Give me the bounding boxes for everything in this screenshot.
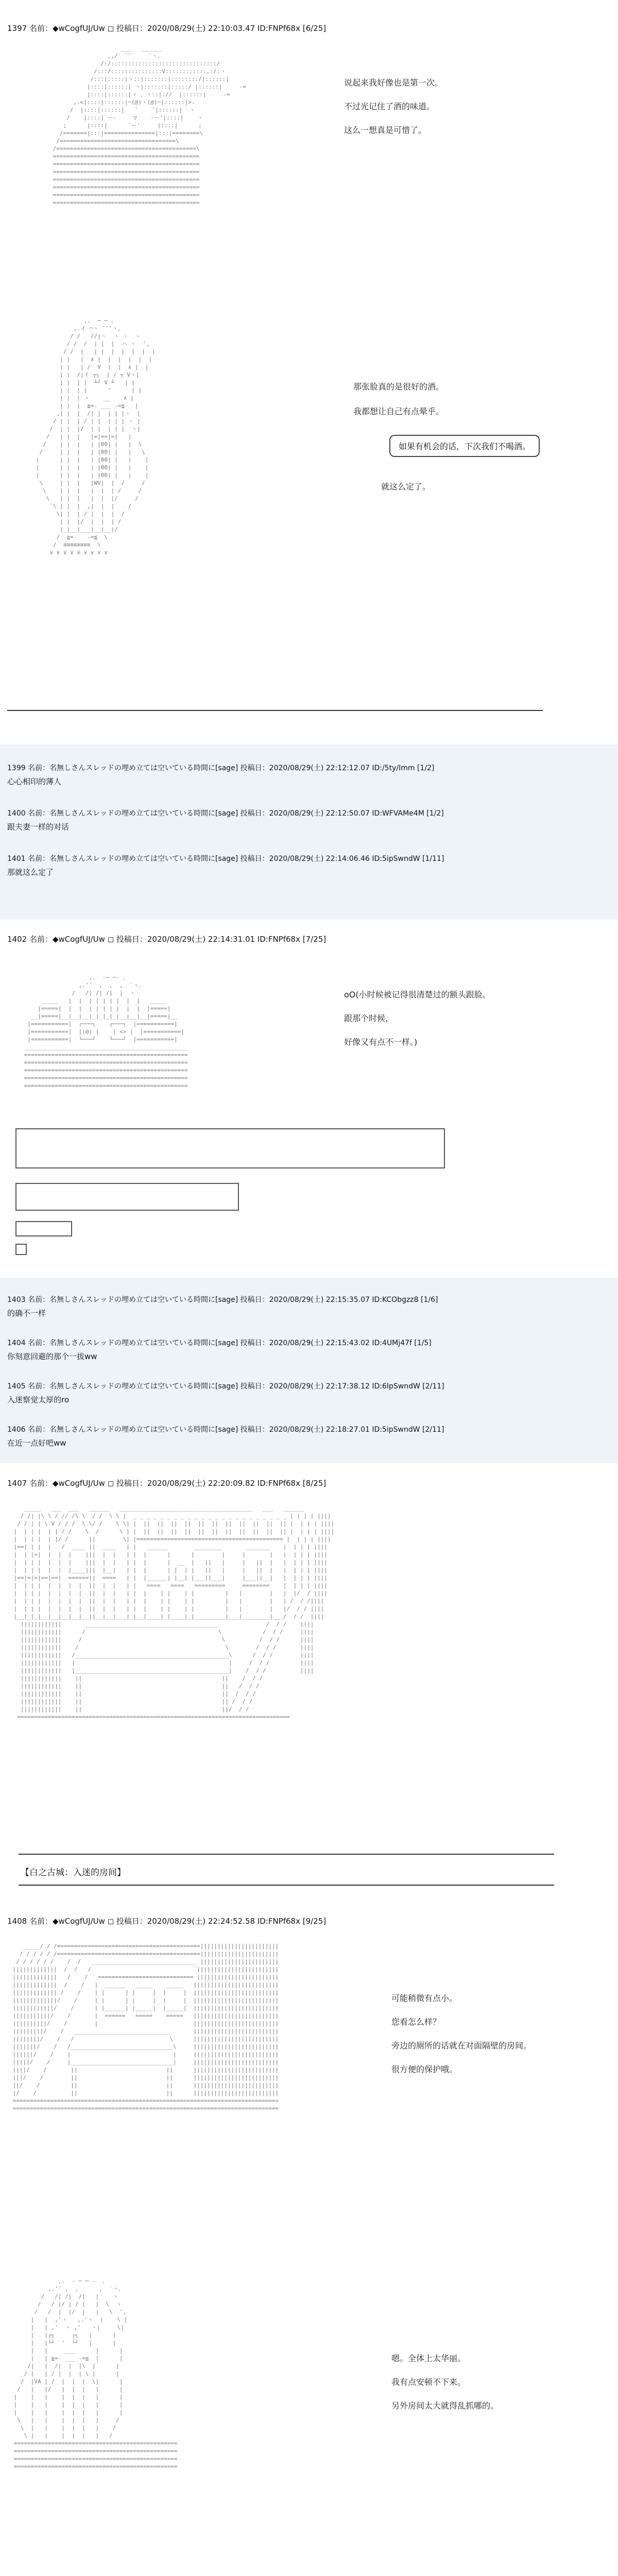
ascii-art-room-scene: _____ ___ ___ ______ _______________________________________ ___ ______ / /| |\ \ / // /\ \ / / \ \ | _ _ _ _ _ _ _ _ _ _ _ _ _ _ _ _ _ _ _ _ _ _ _ | | | | |||| / / | | \ V / / / \ \/ / \ \| | || || || || || || || || || || || | | | | |||| | | | | | | / / \ / \ | | || || || || || || || || || || || | | | | |||| | | | | | |/ / || \| |=========================================== | | | | |||| |==| | | | / ____ || ____ | | ______ ________ _______ | | | | |||| | | |=| | | | ||| | | | | | | | | | | | | | | |||| | | | | | | | ||| | | | | | | __ | || | | || | | | | | |||| | | | | | | |____||| |__| | | | | | | | || | | || | | | | | |||| |==|=|=|==|==| ======|| ==== | | |______| |__| |___||___| |___||__| | | | | |||| | | | | | | | | || | | | | ==== ==== ========= ======== | | | | |||| | | | | | | | | || | | | | | | | | | | | | | |/ / |||| | | | | | | | | || | | | | | | | | | | | | | / / /|||| | | | | | | | | || | | | | | | | | | | | | |/ / / |||| |__|_|_|__|__|__|__|__||__|__|___|_|__|____|_|____|_|_________|___|________|___/ / / |||| |||||||||||| _______________________________________ / / / |||| |||||||||||| / \ / / / |||| |||||||||||| / \ / / / |||| |||||||||||| / \ / / / |||| |||||||||||| /_____________________________________________\ / / / |||| |||||||||||| | | / / / |||| |||||||||||| |_____________________________________________| / / / |||| |||||||||||| || || / / / |||||||||||| || || / / / |||||||||||| || || / / / |||||||||||| || || / / / |||||||||||| || ||/ / / ================================================================================ [13, 1505, 335, 1720]
reply-body: 那就这么定了 [7, 868, 54, 877]
reply-header: 1405 名前：名無しさんスレッドの埋め立ては空いている時間に[sage] 投稿日：2020/08/29(土) 22:17:38.12 ID:6IpSwndW [2/11] [7, 1382, 444, 1391]
speech-bubble: 如果有机会的话，下次我们不喝酒。 [389, 435, 540, 457]
divider [7, 710, 543, 711]
dialogue-line: 嗯。全体上太华丽。 [391, 2353, 466, 2363]
dialogue-line: oO(小时候被记得很清楚过的额头跟脸。 [344, 990, 491, 999]
dialogue-line: 说起来我好像也是第一次。 [344, 78, 443, 88]
ascii-art-character-1: ___ ______ ,,/´ ̄ ̄ `ヽ、 /:/:::::::::::::::::::::::::::::::/ /:::/:::::::::::::::V::::::::::::,:/:ヽ /:::|:::::|ヽ::|:::::::|::::::::/|::::::| |::::|::::::| ヽ|:::::::|:::::/ |::::::| ‐= |::::|::::::|ヾ 、ヽ::|:// |::::::| ‐= ,.<|::::|::::::|⌒(@)ヽ(@)⌒|::::::|>. / |::::|::::::| ̄ ̄ |::::::| ヽ / |::::|`ー- ▽ -ー'|::::| ヽ ; |::::| `ー' |::::| ; /=======|:::|===============|:::|========\ /==================================\ /=========================================\ =========================================== =========================================== =========================================== =========================================== =========================================== =========================================== =========================================== [53, 45, 246, 206]
divider [19, 1885, 554, 1886]
reply-band [0, 1278, 618, 1463]
dialogue-line: 可能稍微有点小。 [391, 1993, 458, 2003]
scene-caption: 【白之古城：入迷的房间】 [21, 1868, 126, 1878]
dialogue-line: 那张脸真的是很好的酒。 [353, 382, 444, 392]
dialogue-line: 很方便的保护哦。 [391, 2064, 458, 2074]
reply-body: 心心相印的薄人 [7, 777, 62, 786]
dialogue-line: 您看怎么样？ [391, 2017, 441, 2027]
reply-body: 你刻意回避的那个一拔ww [7, 1352, 97, 1361]
dialogue-line: 另外房间太大就得乱抓哪的。 [391, 2401, 499, 2411]
dialogue-line: 我都想让自己有点晕乎。 [353, 406, 444, 416]
reply-header: 1400 名前：名無しさんスレッドの埋め立ては空いている時間に[sage] 投稿日：2020/08/29(土) 22:12:50.07 ID:WFVAMe4M [1/2] [7, 809, 444, 818]
dialogue-line: 跟那个时候， [344, 1013, 394, 1023]
blank-panel [15, 1128, 445, 1168]
reply-header: 1403 名前：名無しさんスレッドの埋め立ては空いている時間に[sage] 投稿日：2020/08/29(土) 22:15:35.07 ID:KCObgzz8 [1/6] [7, 1296, 438, 1304]
reply-header: 1406 名前：名無しさんスレッドの埋め立ては空いている時間に[sage] 投稿日：2020/08/29(土) 22:18:27.01 ID:5ipSwndW [2/11] [7, 1426, 444, 1434]
reply-header: 1399 名前：名無しさんスレッドの埋め立ては空いている時間に[sage] 投稿日：2020/08/29(土) 22:12:12.07 ID:/5ty/Imm [1/2] [7, 764, 435, 772]
ascii-art-room-panel: _____/ / /==========================================||||||||||||||||||||||| / / / / / /==========================================||||||||||||||||||||||| / / / / / / / / _______________________________ ||||||||||||||||||||||| ||||||||||||| / / / |||||||||||||||||||||||| ||||||||||||| / / ============================ |||||||||||||||||||||||| ||||||||||||| / / | ______ _____ _____ ||||||||||||||||||||||||| ||||||||||||| / / | | | | | | | ||||||||||||||||||||||||| |||||||||||||/ / | | | | | | | ||||||||||||||||||||||||| ||||||||||||/ / | |______| |_____| |_____| ||||||||||||||||||||||||| |||||||||||/ / | ====== ===== ===== ||||||||||||||||||||||||| ||||||||||/ / | ||||||||||||||||||||||||| |||||||||/ / ____________________________ ||||||||||||||||||||||||| ||||||||/ / / \ ||||||||||||||||||||||||| |||||||/ / /______________________________\ ||||||||||||||||||||||||| ||||||/ / | | ||||||||||||||||||||||||| |||||/ / |______________________________| ||||||||||||||||||||||||| ||||/ / || || ||||||||||||||||||||||||| |||/ / || || ||||||||||||||||||||||||| ||/ / || || ||||||||||||||||||||||||| |/ / || || ||||||||||||||||||||||||| ============================================================================== ============================================================================== [12, 1943, 279, 2112]
reply-body: 在近一点好吧ww [7, 1438, 66, 1448]
divider [19, 1854, 554, 1855]
ascii-art-character-4: ,. - ─ ─ - 、 ,.'´ , , , `ヽ、 / /| /| /| | ヽ / / |/ | / | | \ ヽ / / | |/ | | \ ', | | ,'ヽ ,.'ヽ | \ | | | ,' ヽ ,' ヽ| \| | |┌┐ ┌┐ | | | |└┘ ' └┘ | | | | ___ | | | | ≧=- ___ -=≦ | | /| | /| | |\ | | / | | / | | | \ | | / |VA | / | | | \| | / | |/ | | | | | | | | | | | | | | | | | | | | | | | | | | | | | \ | | | | | | / \ | | | | | | / \ | | | | | | / ================================================ ================================================ ================================================ ================================================ [13, 2278, 178, 2470]
post-header-1397: 1397 名前：◆wCogfUJ/Uw ◻ 投稿日：2020/08/29(土) 22:10:03.47 ID:FNPf68x [6/25] [7, 24, 327, 33]
post-header-1408: 1408 名前：◆wCogfUJ/Uw ◻ 投稿日：2020/08/29(土) 22:24:52.58 ID:FNPf68x [9/25] [7, 1917, 327, 1926]
dialogue-line: 旁边的厕所的话就在对面隔壁的房间。 [391, 2041, 532, 2050]
ascii-art-character-3: ,. -─ ─- 、 ,.'´ , , , `ヽ、 / /| /| /| | ヽ _____ | | | | | | | | | _____ |=====| | | | | | | | | | |=====| __|=====|__|__|__|_|_|_|_|__|__|__|=====|__ |===========| ┌───┐ ┌───┐ |===========| |===========| |(@) | | <> | |===========| |===========| └───┘ └───┘ |===========| ________________________________________________ ================================================ ================================================ ================================================ ================================================ ================================================ [24, 974, 188, 1089]
reply-header: 1401 名前：名無しさんスレッドの埋め立ては空いている時間に[sage] 投稿日：2020/08/29(土) 22:14:06.46 ID:5ipSwndW [1/11] [7, 855, 444, 863]
reply-body: 入迷察觉太厚的ro [7, 1395, 70, 1404]
post-header-1402: 1402 名前：◆wCogfUJ/Uw ◻ 投稿日：2020/08/29(土) 22:14:31.01 ID:FNPf68x [7/25] [7, 935, 327, 944]
reply-body: 跟夫妻一样的对话 [7, 822, 70, 832]
blank-panel [15, 1244, 27, 1255]
reply-body: 的确不一样 [7, 1309, 46, 1318]
dialogue-line: 就这么定了。 [381, 482, 431, 492]
blank-panel [15, 1183, 239, 1211]
post-header-1407: 1407 名前：◆wCogfUJ/Uw ◻ 投稿日：2020/08/29(土) 22:20:09.82 ID:FNPf68x [8/25] [7, 1479, 327, 1488]
blank-panel [15, 1221, 72, 1236]
dialogue-line: 不过光记住了酒的味道。 [344, 101, 435, 111]
ascii-art-character-2: ,. ─ ─ 、 ,.イ ⌒ヽ ̄ ̄ ̄`ヽ、 / / //|ヽ ヽ ヽ ヽ / / / | | | ハ ヽ ', / / | | | | | | | | | | | ∧ | | | | | | | | | / V | | ∧ | | | | /|イ ┬┐ | / ┬ Vヽ| | | | | ┴┘ V ┴ | | | | | | ' | | | | | ヽ __ ∧ | | | | ≧=- ___ -=≦ | ,| | | /| | | | |ヽ | / | | | / | | | | | ヽ | / | | |/ | | | | | ヽ| / | | | |=|==|=| | / | | | | |00| | | \ / | | | | |00| | | \ | | | | | |00| | | | | | | | | |00| | | | | | | | | |00| | | | \ | | | |WV| | / / \ | | | | | | / / \ | | | | | |/ / `\ | | | ,| | | / \| | | / | | | / | | |/ | | | / |_|__|___|__|__|/ / ≧=- -=≦ \ / ≡≡≡≡≡≡≡≡ \ ∨ ∨ ∨ ∨ ∨ ∨ ∨ ∨ ∨ [36, 317, 156, 556]
dialogue-line: 这么一想真是可惜了。 [344, 125, 427, 135]
reply-header: 1404 名前：名無しさんスレッドの埋め立ては空いている時間に[sage] 投稿日：2020/08/29(土) 22:15:43.02 ID:4UMj47f [1/5] [7, 1339, 432, 1347]
dialogue-line: 我有点安顿不下来。 [391, 2377, 466, 2387]
dialogue-line: 好像又有点不一样。) [344, 1037, 418, 1047]
